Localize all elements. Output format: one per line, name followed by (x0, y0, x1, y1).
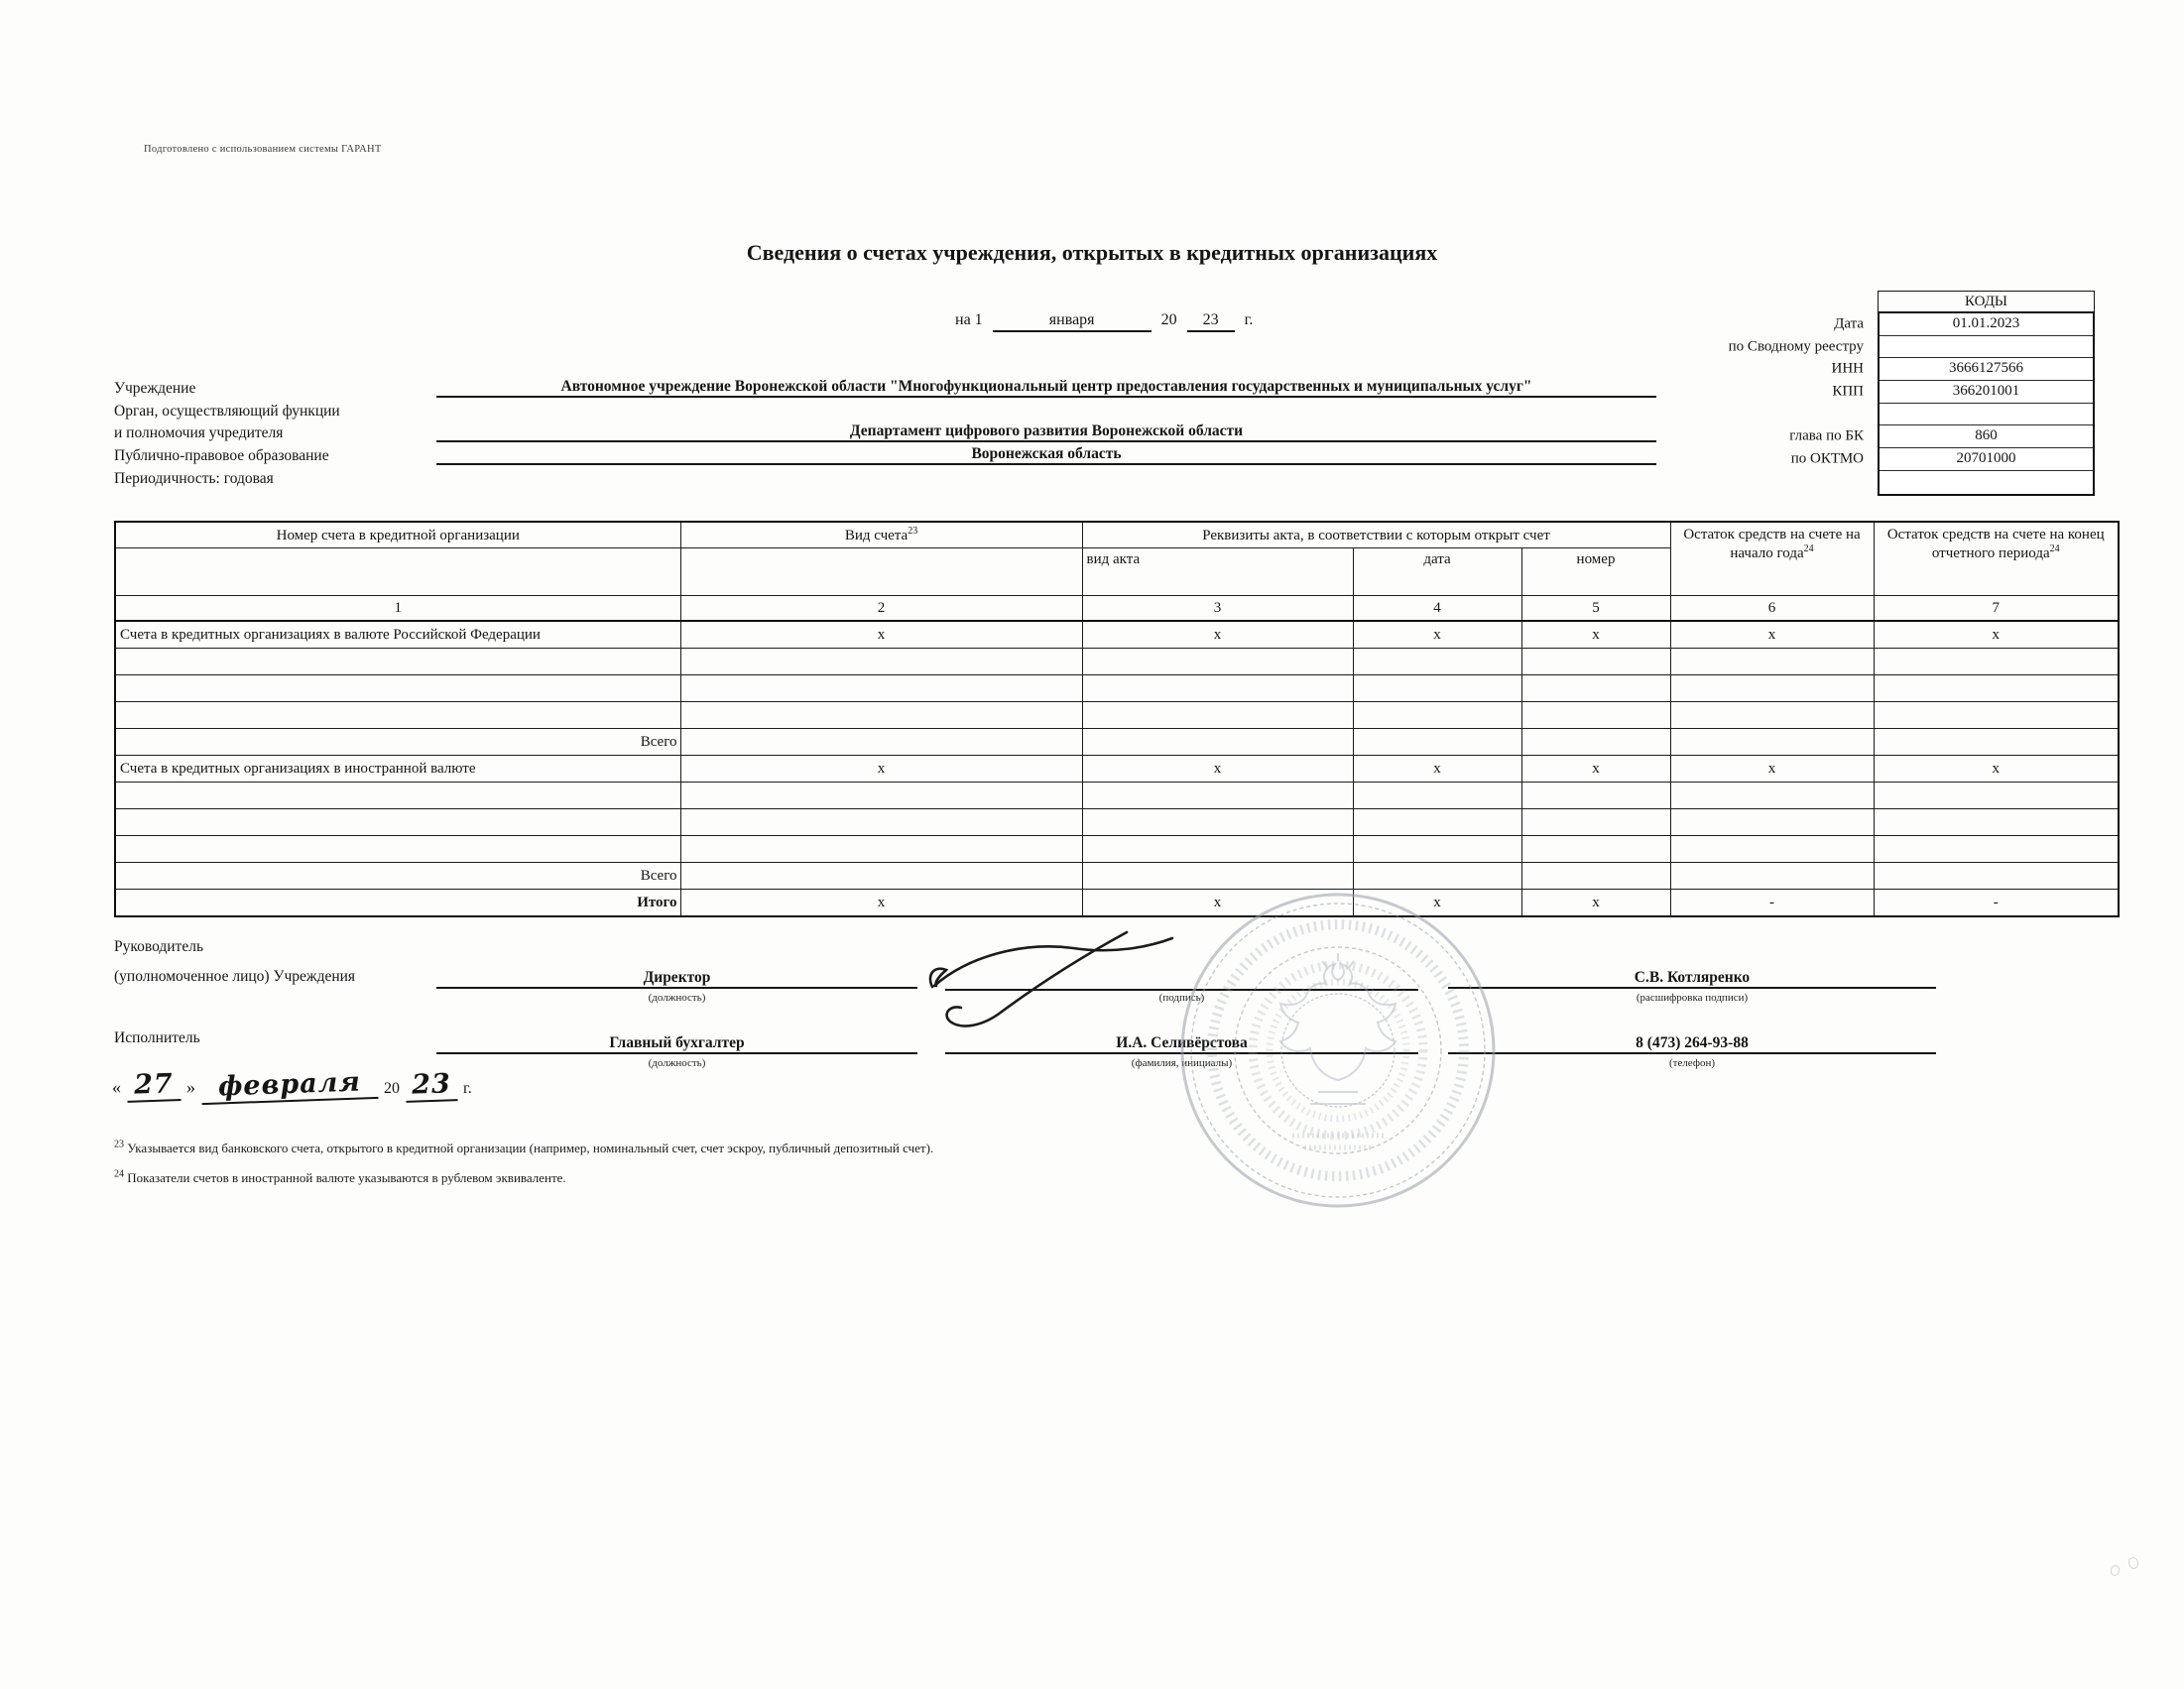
table-cell (1353, 783, 1521, 809)
header-account-type: Вид счета$^{23}$ (680, 522, 1082, 548)
row-label-cell (115, 675, 680, 702)
table-row (115, 890, 2119, 917)
header-empty-cell (680, 548, 1082, 596)
table-cell (1874, 783, 2119, 809)
codes-row (1834, 313, 2093, 336)
table-cell: x (1521, 621, 1670, 649)
executor-phone-caption: (телефон) (1668, 1057, 1716, 1069)
codes-row-label: КПП (1832, 383, 1864, 400)
executor-name-line: И.А. Селивёрстова (945, 1028, 1418, 1054)
codes-row-label: по ОКТМО (1790, 450, 1864, 467)
table-cell: x (1670, 621, 1874, 649)
head-label-line1: Руководитель (114, 938, 204, 955)
table-cell (1353, 809, 1521, 836)
table-cell (1082, 783, 1353, 809)
round-stamp-seal (1173, 886, 1503, 1215)
footnote-ref-23: 23 (908, 525, 918, 537)
table-row (115, 621, 2119, 649)
row-label-cell (115, 809, 680, 836)
institution-label: Учреждение (114, 380, 196, 397)
date-century: 20 (1160, 311, 1177, 328)
table-cell (1353, 649, 1521, 675)
codes-row (1880, 471, 2093, 494)
header-act-date: дата (1353, 548, 1521, 596)
table-cell (1353, 729, 1521, 756)
codes-row-value: 20701000 (1956, 450, 2016, 467)
table-cell: x (1353, 890, 1521, 917)
table-cell (680, 863, 1082, 890)
table-cell (1521, 836, 1670, 863)
head-name-line: С.В. Котляренко (1448, 963, 1936, 989)
row-label-cell (115, 783, 680, 809)
executor-position-line: Главный бухгалтер (436, 1028, 917, 1054)
table-cell (1521, 649, 1670, 675)
column-number: 6 (1670, 596, 1874, 622)
table-cell (1082, 809, 1353, 836)
date-prefix: на 1 (955, 311, 983, 328)
table-cell: x (1082, 890, 1353, 917)
table-cell (680, 783, 1082, 809)
table-cell (1874, 809, 2119, 836)
table-header-row-1 (115, 522, 2119, 548)
table-row (115, 649, 2119, 675)
codes-row-label: Дата (1834, 315, 1864, 332)
date-suffix: г. (1244, 311, 1254, 328)
footnote-24-text: Показатели счетов в иностранной валюте указываются в рублевом эквиваленте. (127, 1170, 566, 1185)
handwritten-year: 23 (405, 1068, 457, 1103)
table-cell: x (1353, 756, 1521, 783)
table-cell (1874, 729, 2119, 756)
footnote-23-marker: 23 (114, 1139, 124, 1150)
date-month-field: января (993, 311, 1152, 332)
codes-box (1728, 311, 2095, 496)
column-number: 1 (115, 596, 680, 622)
table-cell (1670, 863, 1874, 890)
codes-row-label: ИНН (1831, 360, 1864, 377)
date-year-field: 23 (1187, 311, 1235, 332)
executor-label: Исполнитель (114, 1029, 200, 1046)
table-cell: x (680, 756, 1082, 783)
footnote-23-text: Указывается вид банковского счета, открытого в кредитной организации (например, номинальный счет, счет эскроу, публичный депозитный счет). (127, 1141, 934, 1155)
row-label-cell (115, 836, 680, 863)
codes-row-value: 860 (1975, 427, 1998, 444)
codes-row-value: 366201001 (1952, 383, 2020, 400)
head-position-line: Директор (436, 963, 917, 989)
table-cell (1874, 675, 2119, 702)
table-cell: x (1521, 756, 1670, 783)
table-cell: x (680, 621, 1082, 649)
table-cell: x (680, 890, 1082, 917)
column-number: 7 (1874, 596, 2119, 622)
table-cell: x (1670, 756, 1874, 783)
table-cell (1082, 836, 1353, 863)
row-label-cell: Счета в кредитных организациях в иностранной валюте (115, 756, 680, 783)
table-cell (1521, 863, 1670, 890)
footnote-24 (114, 1170, 566, 1186)
corner-smudge (2109, 1564, 2121, 1577)
public-entity-value: Воронежская область (436, 441, 1656, 465)
table-cell (680, 729, 1082, 756)
handwritten-day: 27 (126, 1068, 181, 1103)
table-cell: - (1874, 890, 2119, 917)
table-cell (1521, 675, 1670, 702)
founder-label-line2: и полномочия учредителя (114, 424, 284, 441)
table-cell (1521, 783, 1670, 809)
handwritten-signature (922, 925, 1190, 1039)
periodicity-label: Периодичность: годовая (114, 470, 274, 487)
report-date-line (955, 311, 1253, 332)
table-row (115, 729, 2119, 756)
table-cell: x (1353, 621, 1521, 649)
table-cell (1353, 836, 1521, 863)
row-label-cell: Всего (115, 863, 680, 890)
column-number: 4 (1353, 596, 1521, 622)
table-cell (680, 675, 1082, 702)
header-empty-cell (115, 548, 680, 596)
table-row (115, 756, 2119, 783)
open-quote: « (112, 1077, 121, 1097)
institution-value: Автономное учреждение Воронежской области "Многофункциональный центр предоставления государственных и муниципальных услуг" (436, 374, 1656, 398)
footnote-23 (114, 1141, 933, 1156)
head-label-line2: (уполномоченное лицо) Учреждения (114, 968, 356, 985)
codes-row (1790, 448, 2093, 471)
document-title: Сведения о счетах учреждения, открытых в кредитных организациях (746, 240, 1438, 265)
footnote-ref-24: 24 (2049, 543, 2060, 554)
table-cell (680, 702, 1082, 729)
table-cell: - (1670, 890, 1874, 917)
row-label-cell: Итого (115, 890, 680, 917)
table-cell (1874, 702, 2119, 729)
codes-row (1880, 404, 2093, 426)
fill-date-line (112, 1066, 472, 1103)
column-number: 3 (1082, 596, 1353, 622)
codes-row (1789, 425, 2093, 448)
table-cell (1521, 729, 1670, 756)
head-signature-caption: (подпись) (1158, 992, 1205, 1004)
table-row (115, 783, 2119, 809)
footer-century: 20 (384, 1080, 400, 1097)
table-cell: x (1521, 890, 1670, 917)
table-column-numbers-row (115, 596, 2119, 622)
row-label-cell: Всего (115, 729, 680, 756)
header-account-number: Номер счета в кредитной организации (115, 522, 680, 548)
table-cell (1353, 675, 1521, 702)
header-balance-start: Остаток средств на счете на начало года$^{24}$ (1670, 522, 1874, 596)
table-cell (1670, 809, 1874, 836)
footer-date-suffix: г. (463, 1080, 472, 1097)
handwritten-month: февраля (200, 1066, 378, 1105)
table-cell (1353, 702, 1521, 729)
executor-position-caption: (должность) (648, 1057, 706, 1069)
close-quote: » (186, 1077, 195, 1097)
row-label-cell (115, 649, 680, 675)
footnote-ref-24: 24 (1803, 543, 1814, 554)
row-label-cell (115, 702, 680, 729)
header-act-number: номер (1521, 548, 1670, 596)
public-entity-label: Публично-правовое образование (114, 447, 329, 464)
executor-name-caption: (фамилия, инициалы) (1131, 1057, 1233, 1069)
codes-row (1832, 381, 2093, 404)
table-cell (1521, 809, 1670, 836)
table-cell: x (1874, 621, 2119, 649)
table-cell (1670, 783, 1874, 809)
executor-phone-line: 8 (473) 264-93-88 (1448, 1028, 1936, 1054)
column-number: 5 (1521, 596, 1670, 622)
table-cell (1874, 836, 2119, 863)
table-cell (1670, 836, 1874, 863)
table-cell (1082, 649, 1353, 675)
codes-row-label: по Сводному реестру (1728, 338, 1864, 355)
table-cell (680, 649, 1082, 675)
column-number: 2 (680, 596, 1082, 622)
table-cell (680, 836, 1082, 863)
table-cell: x (1874, 756, 2119, 783)
head-position-caption: (должность) (648, 992, 706, 1004)
table-cell (1874, 649, 2119, 675)
table-cell (1670, 729, 1874, 756)
header-act-kind: вид акта (1082, 548, 1353, 596)
footnote-24-marker: 24 (114, 1168, 124, 1180)
codes-row-value: 01.01.2023 (1952, 315, 2020, 331)
header-balance-end: Остаток средств на счете на конец отчетного периода$^{24}$ (1874, 522, 2119, 596)
table-cell (1082, 729, 1353, 756)
founder-value: Департамент цифрового развития Воронежской области (436, 419, 1656, 442)
table-row (115, 836, 2119, 863)
table-cell: x (1082, 756, 1353, 783)
table-cell (1670, 675, 1874, 702)
codes-row-value: 3666127566 (1949, 360, 2023, 377)
table-cell (1521, 702, 1670, 729)
table-cell (1082, 675, 1353, 702)
head-name-caption: (расшифровка подписи) (1636, 992, 1749, 1004)
row-label-cell: Счета в кредитных организациях в валюте Российской Федерации (115, 621, 680, 649)
founder-label-line1: Орган, осуществляющий функции (114, 403, 340, 420)
table-row (115, 702, 2119, 729)
corner-smudge (2127, 1556, 2140, 1570)
codes-row (1728, 336, 2093, 359)
table-cell (1082, 702, 1353, 729)
codes-row-label: глава по БК (1789, 427, 1864, 444)
table-cell (1670, 702, 1874, 729)
table-cell (1874, 863, 2119, 890)
table-cell (680, 809, 1082, 836)
header-act-requisites-group: Реквизиты акта, в соответствии с которым открыт счет (1082, 522, 1670, 548)
table-cell: x (1082, 621, 1353, 649)
garant-system-note: Подготовлено с использованием системы ГАРАНТ (144, 144, 382, 155)
table-cell (1670, 649, 1874, 675)
table-row (115, 809, 2119, 836)
table-row (115, 863, 2119, 890)
accounts-table (114, 521, 2120, 917)
table-row (115, 675, 2119, 702)
codes-box-header: КОДЫ (1878, 291, 2095, 312)
codes-row (1831, 358, 2093, 381)
